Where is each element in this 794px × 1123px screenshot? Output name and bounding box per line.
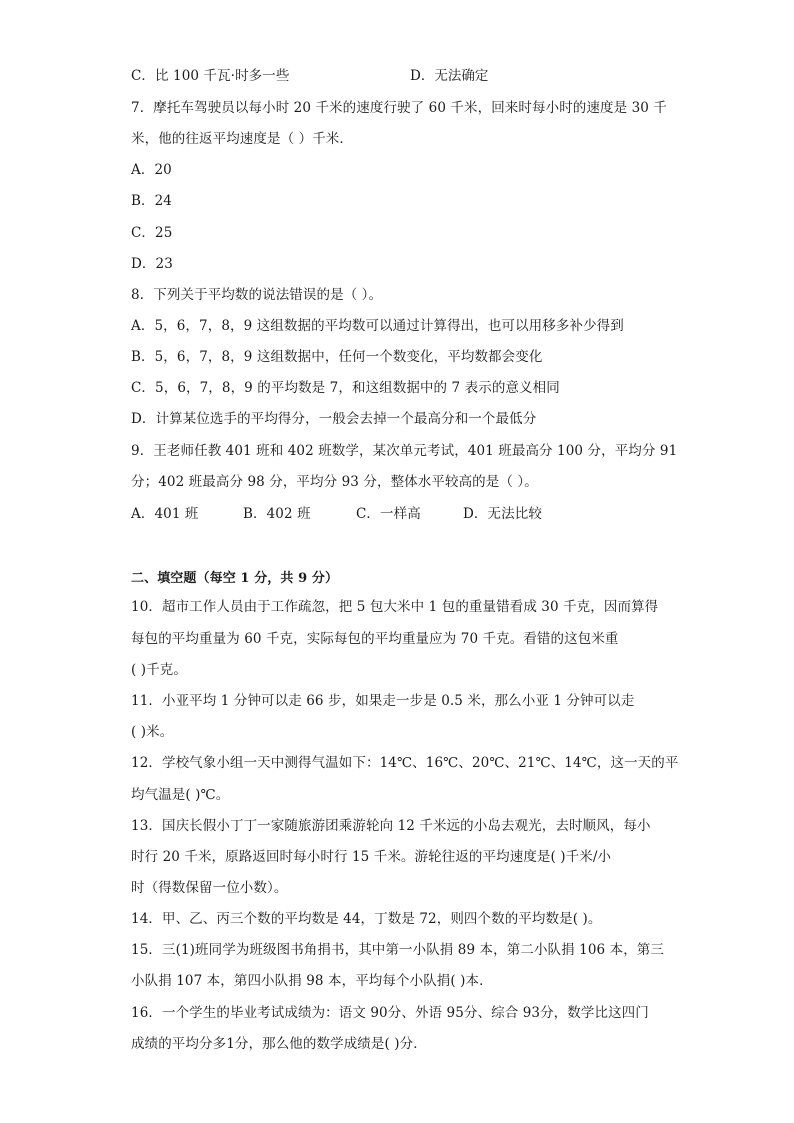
q9-stem-line1: 9．王老师任教 401 班和 402 班数学，某次单元考试，401 班最高分 100 分，平均分 91	[131, 443, 678, 459]
q8-option-d: D．计算某位选手的平均得分，一般会去掉一个最高分和一个最低分	[131, 411, 537, 427]
q12-stem-line2: 均气温是( )℃。	[131, 787, 230, 803]
q10-stem-line3: ( )千克。	[131, 662, 187, 678]
q8-option-a: A．5，6，7，8，9 这组数据的平均数可以通过计算得出，也可以用移多补少得到	[131, 318, 624, 334]
q6-option-d: D．无法确定	[410, 68, 489, 84]
q9-option-c: C．一样高	[356, 506, 421, 522]
q11-stem-line1: 11．小亚平均 1 分钟可以走 66 步，如果走一步是 0.5 米，那么小亚 1 分钟可以走	[131, 693, 635, 709]
q13-stem-line3: 时（得数保留一位小数）。	[131, 880, 288, 896]
q8-option-b: B．5，6，7，8，9 这组数据中，任何一个数变化，平均数都会变化	[131, 349, 543, 365]
q8-option-c: C．5，6，7，8，9 的平均数是 7，和这组数据中的 7 表示的意义相同	[131, 380, 560, 396]
q9-option-d: D．无法比较	[463, 506, 542, 522]
q10-stem-line2: 每包的平均重量为 60 千克，实际每包的平均重量应为 70 千克。看错的这包米重	[131, 631, 619, 647]
q15-stem-line2: 小队捐 107 本，第四小队捐 98 本，平均每个小队捐( )本．	[131, 973, 493, 989]
q15-stem-line1: 15．三(1)班同学为班级图书角捐书，其中第一小队捐 89 本，第二小队捐 106 本，第三	[131, 942, 665, 958]
q16-stem-line2: 成绩的平均分多1分，那么他的数学成绩是( )分．	[131, 1036, 427, 1052]
q7-stem-line2: 米，他的往返平均速度是（ ）千米．	[131, 131, 353, 147]
q7-option-c: C．25	[131, 225, 173, 241]
q6-option-c: C．比 100 千瓦·时多一些	[131, 68, 290, 84]
q16-stem-line1: 16．一个学生的毕业考试成绩为：语文 90分、外语 95分、综合 93分，数学比这四门	[131, 1005, 649, 1021]
q13-stem-line2: 时行 20 千米，原路返回时每小时行 15 千米。游轮往返的平均速度是( )千米/小	[131, 849, 612, 865]
q7-option-a: A．20	[131, 162, 172, 178]
q11-stem-line2: ( )米。	[131, 724, 174, 740]
q9-option-b: B．402 班	[243, 506, 311, 522]
section-heading-fill-in: 二、填空题（每空 1 分，共 9 分）	[131, 571, 339, 586]
q7-option-b: B．24	[131, 193, 172, 209]
q7-stem-line1: 7．摩托车驾驶员以每小时 20 千米的速度行驶了 60 千米，回来时每小时的速度是 30 千	[131, 100, 667, 116]
q8-stem: 8．下列关于平均数的说法错误的是（ ）。	[131, 287, 383, 303]
q12-stem-line1: 12．学校气象小组一天中测得气温如下：14℃、16℃、20℃、21℃、14℃，这一天的平	[131, 755, 679, 771]
q10-stem-line1: 10．超市工作人员由于工作疏忽，把 5 包大米中 1 包的重量错看成 30 千克，因而算得	[131, 599, 659, 615]
q14-stem: 14．甲、乙、丙三个数的平均数是 44，丁数是 72，则四个数的平均数是( )。	[131, 911, 602, 927]
q9-stem-line2: 分；402 班最高分 98 分，平均分 93 分，整体水平较高的是（ ）。	[131, 474, 538, 490]
q7-option-d: D．23	[131, 256, 173, 272]
q9-option-a: A．401 班	[131, 506, 199, 522]
q13-stem-line1: 13．国庆长假小丁丁一家随旅游团乘游轮向 12 千米远的小岛去观光，去时顺风，每小	[131, 818, 651, 834]
